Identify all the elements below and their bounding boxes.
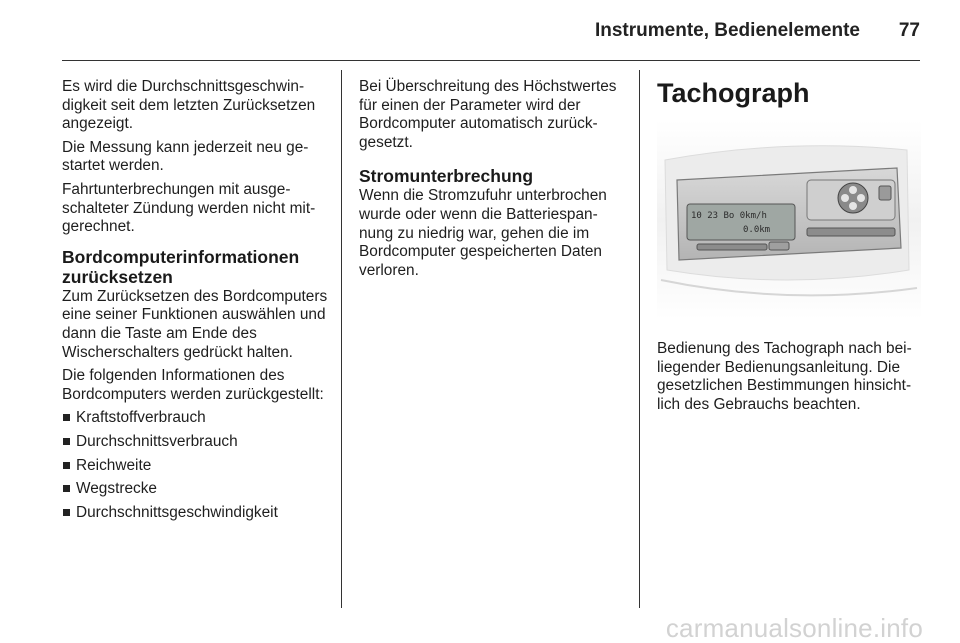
paragraph-auto-reset: Bei Überschreitung des Höchstwertes für einen der Parameter wird der Bordcomputer automatisch zurückgesetzt.	[359, 78, 617, 151]
list-item: Durchschnittsverbrauch	[62, 433, 330, 452]
bullet-square-icon	[63, 462, 70, 469]
paragraph-interruptions: Fahrtunterbrechungen mit ausgeschalteter Zündung werden nicht mitgerechnet.	[62, 180, 316, 236]
section-title-tachograph: Tachograph	[657, 78, 810, 108]
heading-reset-info: Bordcomputerinformationen zurücksetzen	[62, 246, 300, 287]
paragraph-tachograph-usage: Bedienung des Tachograph nach beiliegender Bedienungsanleitung. Die gesetzlichen Bestimmungen hinsichtlich des Gebrauchs beachten.	[657, 340, 912, 413]
paragraph-average-speed: Es wird die Durchschnittsgeschwindigkeit seit dem letzten Zurücksetzen angezeigt.	[62, 78, 316, 133]
page-number: 77	[898, 20, 920, 41]
paragraph-data-loss: Wenn die Stromzufuhr unterbrochen wurde oder wenn die Batteriespannung zu niedrig war, gehen die im Bordcomputer gespeicherten Daten verloren.	[359, 187, 607, 279]
tachograph-illustration	[657, 120, 921, 320]
list-item: Kraftstoffverbrauch	[62, 409, 330, 428]
header-rule	[62, 60, 920, 61]
paragraph-reset-list-intro: Die folgenden Informationen des Bordcomputers werden zurückgestellt:	[62, 367, 324, 403]
column-3	[657, 78, 921, 419]
column-divider-1	[341, 70, 342, 608]
paragraph-measurement-restart: Die Messung kann jederzeit neu gestartet werden.	[62, 138, 309, 175]
reset-items-list	[62, 409, 330, 522]
watermark: carmanualsonline.info	[665, 613, 923, 643]
column-2	[359, 78, 621, 285]
list-item: Wegstrecke	[62, 480, 330, 499]
bullet-square-icon	[63, 509, 70, 516]
column-1	[62, 78, 330, 527]
tachograph-display-line1: 10 23 Bo 0km/h	[691, 211, 767, 221]
bullet-square-icon	[63, 414, 70, 421]
bullet-square-icon	[63, 438, 70, 445]
page-header-title: Instrumente, Bedienelemente	[594, 20, 860, 41]
bullet-square-icon	[63, 485, 70, 492]
column-divider-2	[639, 70, 640, 608]
paragraph-reset-instructions: Zum Zurücksetzen des Bordcomputers eine seiner Funktionen auswählen und dann die Taste am Ende des Wischerschalters gedrückt halten.	[62, 287, 328, 361]
tachograph-display-line2: 0.0km	[743, 225, 771, 235]
list-item: Reichweite	[62, 457, 330, 476]
heading-power-interruption: Stromunterbrechung	[359, 166, 534, 187]
list-item: Durchschnittsgeschwindigkeit	[62, 504, 330, 523]
